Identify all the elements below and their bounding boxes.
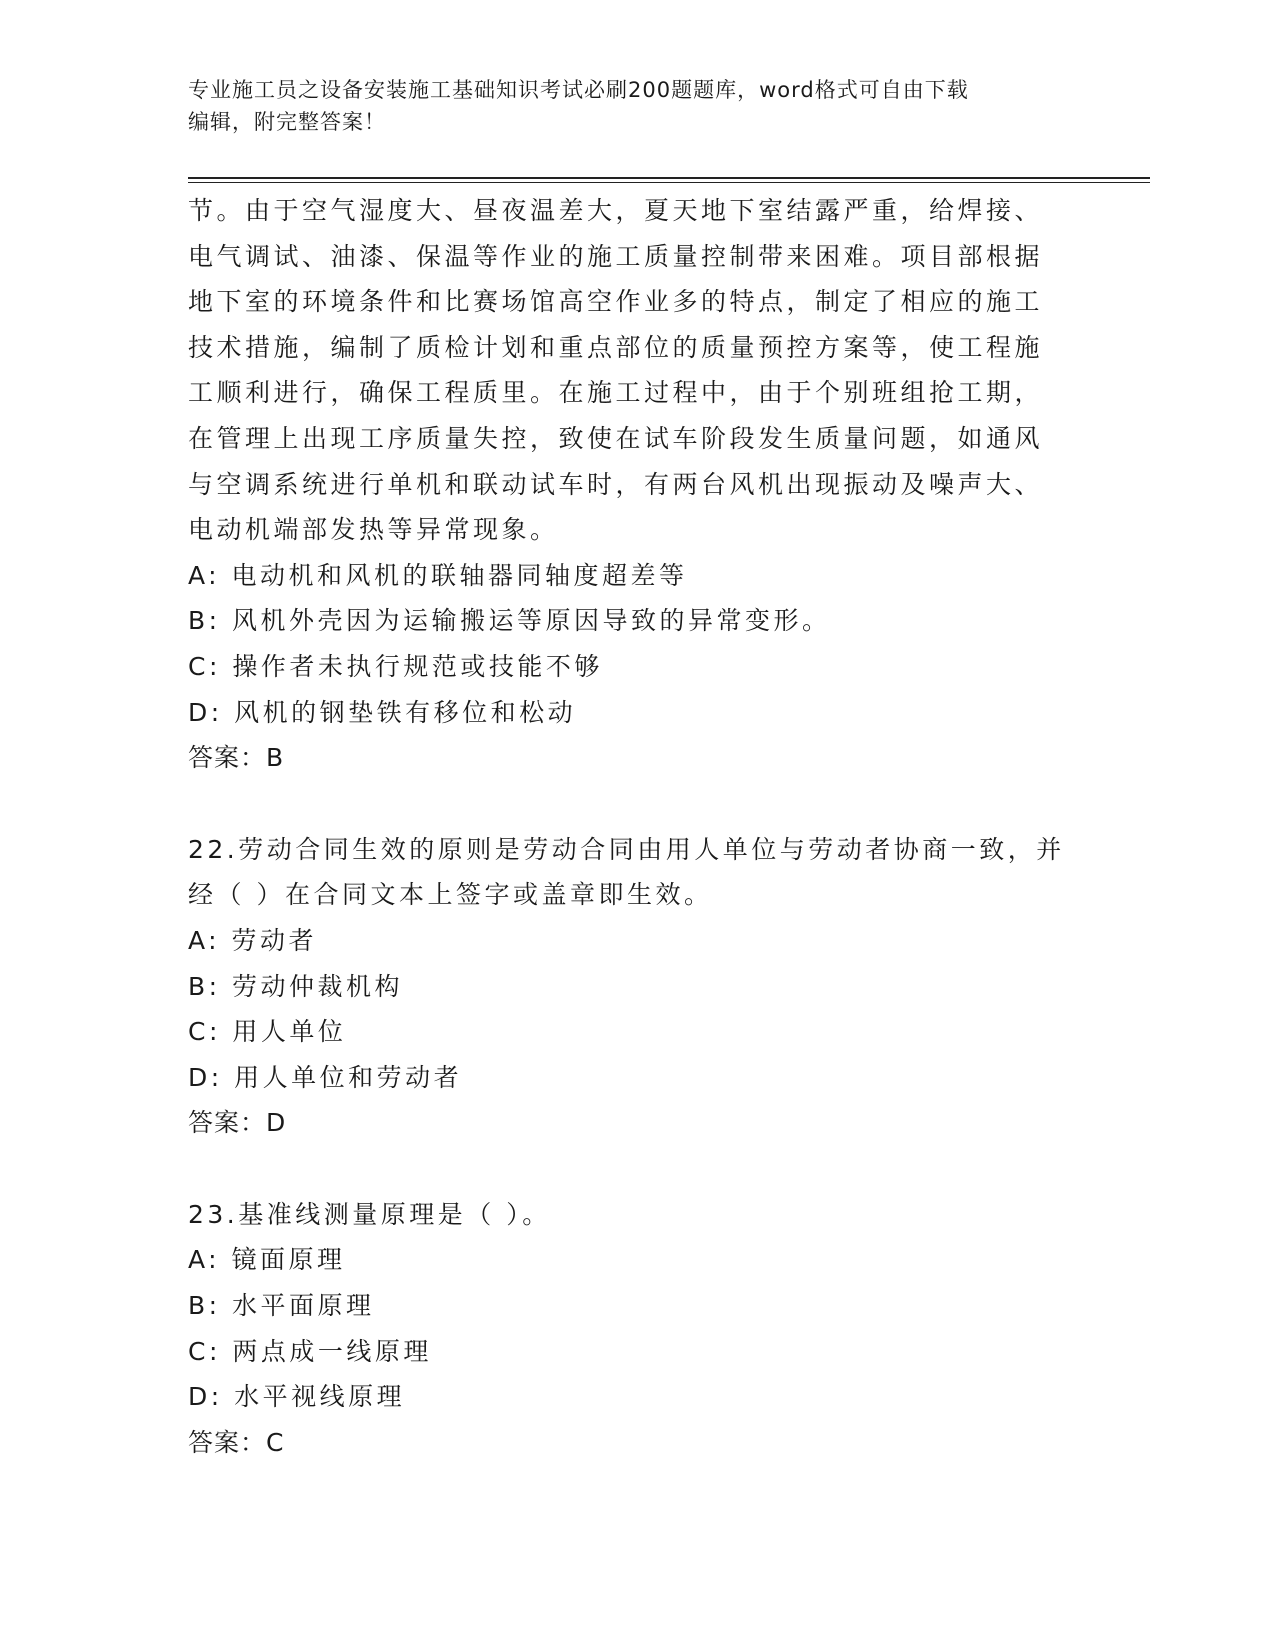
option-b: B: 水平面原理 bbox=[188, 1291, 375, 1321]
question-stem-line: 经（ ）在合同文本上签字或盖章即生效。 bbox=[188, 880, 713, 910]
question-stem-line: 电气调试、油漆、保温等作业的施工质量控制带来困难。项目部根据 bbox=[188, 241, 1044, 271]
header-divider-thin bbox=[188, 182, 1150, 183]
header-title-line-1: 专业施工员之设备安装施工基础知识考试必刷200题题库，word格式可自由下载 bbox=[188, 78, 969, 102]
answer-line: 答案：C bbox=[188, 1427, 285, 1457]
question-stem-line: 在管理上出现工序质量失控，致使在试车阶段发生质量问题，如通风 bbox=[188, 423, 1044, 453]
question-spacer bbox=[188, 1146, 1068, 1192]
question-22 bbox=[188, 827, 1068, 1146]
header-title-line-2: 编辑，附完整答案！ bbox=[188, 110, 386, 134]
option-c: C: 操作者未执行规范或技能不够 bbox=[188, 651, 603, 681]
question-stem-line: 节。由于空气湿度大、昼夜温差大，夏天地下室结露严重，给焊接、 bbox=[188, 196, 1044, 225]
question-stem-line: 地下室的环境条件和比赛场馆高空作业多的特点，制定了相应的施工 bbox=[188, 287, 1044, 317]
question-spacer bbox=[188, 781, 1068, 827]
question-stem-line: 23.基准线测量原理是（ ）。 bbox=[188, 1199, 551, 1229]
question-21 bbox=[188, 188, 1068, 781]
option-d: D: 风机的钢垫铁有移位和松动 bbox=[188, 697, 577, 727]
header-divider-thick bbox=[188, 177, 1150, 179]
question-stem-line: 电动机端部发热等异常现象。 bbox=[188, 515, 559, 545]
option-c: C: 两点成一线原理 bbox=[188, 1336, 432, 1366]
document-body bbox=[188, 188, 1068, 1465]
question-stem-line: 与空调系统进行单机和联动试车时，有两台风机出现振动及噪声大、 bbox=[188, 469, 1044, 499]
question-stem-line: 工顺利进行，确保工程质里。在施工过程中，由于个别班组抢工期， bbox=[188, 378, 1044, 408]
option-c: C: 用人单位 bbox=[188, 1017, 347, 1047]
option-a: A: 电动机和风机的联轴器同轴度超差等 bbox=[188, 560, 688, 590]
document-header bbox=[188, 74, 1088, 138]
question-23 bbox=[188, 1192, 1068, 1466]
option-b: B: 劳动仲裁机构 bbox=[188, 971, 404, 1001]
answer-line: 答案：B bbox=[188, 743, 285, 773]
option-d: D: 用人单位和劳动者 bbox=[188, 1062, 463, 1092]
option-a: A: 镜面原理 bbox=[188, 1245, 346, 1275]
question-stem-line: 技术措施，编制了质检计划和重点部位的质量预控方案等，使工程施 bbox=[188, 332, 1044, 362]
option-d: D: 水平视线原理 bbox=[188, 1382, 406, 1412]
answer-line: 答案：D bbox=[188, 1108, 287, 1138]
question-stem-line: 22.劳动合同生效的原则是劳动合同由用人单位与劳动者协商一致，并 bbox=[188, 834, 1065, 864]
option-a: A: 劳动者 bbox=[188, 925, 318, 955]
option-b: B: 风机外壳因为运输搬运等原因导致的异常变形。 bbox=[188, 606, 831, 636]
